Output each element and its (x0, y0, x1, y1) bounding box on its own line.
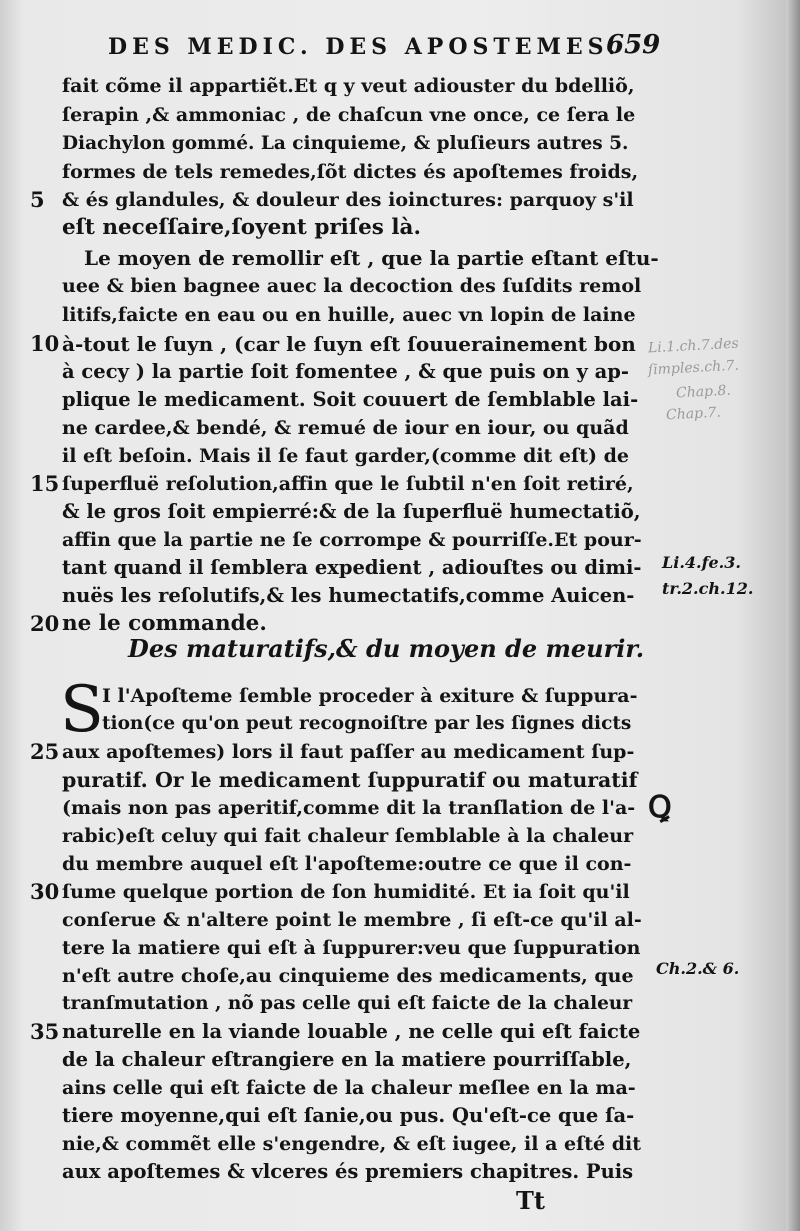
body-line: ne le commande. (62, 611, 267, 636)
drop-cap: S (60, 673, 104, 747)
body-line: formes de tels remedes,ſõt dictes és apoſtemes froids, (62, 161, 639, 183)
line-number: 30 (30, 879, 60, 904)
body-line: à cecy ) la partie ſoit fomentee , & que puis on y ap- (62, 360, 629, 383)
bleed-through-note: Li.1.ch.7.des (647, 335, 740, 357)
body-line: plique le medicament. Soit couuert de ſemblable lai- (62, 388, 639, 411)
signature-mark: Tt (516, 1186, 545, 1215)
body-line: il eſt beſoin. Mais il ſe faut garder,(comme dit eſt) de (62, 445, 629, 467)
body-line: aux apoſtemes) lors il faut paſſer au medicament ſup- (62, 741, 635, 763)
body-line: tion(ce qu'on peut recognoiſtre par les ſignes dicts (102, 713, 632, 734)
marginal-symbol: Ꝗ (648, 790, 672, 825)
line-number: 35 (30, 1019, 60, 1044)
body-line: & le gros ſoit empierré:& de la ſuperfluë humectatiõ, (62, 500, 641, 523)
body-line: Diachylon gommé. La cinquieme, & pluſieurs autres 5. (62, 133, 629, 154)
line-number: 5 (30, 187, 45, 212)
body-line: conſerue & n'altere point le membre , ſi eſt-ce qu'il al- (62, 909, 642, 931)
bleed-through-note: Chap.7. (665, 404, 722, 424)
section-heading: Des maturatifs,& du moyen de meurir. (128, 634, 645, 663)
body-line: tranſmutation , nõ pas celle qui eſt faicte de la chaleur (62, 993, 633, 1014)
body-line: ſuperfluë reſolution,affin que le ſubtil n'en ſoit retiré, (62, 473, 634, 495)
line-number: 20 (30, 611, 60, 636)
body-line: tere la matiere qui eſt à ſuppurer:veu que ſuppuration (62, 937, 641, 959)
body-line: ſume quelque portion de ſon humidité. Et ia ſoit qu'il (62, 881, 630, 903)
page-edge-shadow (786, 0, 800, 1231)
body-line: du membre auquel eſt l'apoſteme:outre ce que il con- (62, 853, 632, 875)
body-line: uee & bien bagnee auec la decoction des ſuſdits remol (62, 275, 642, 297)
body-line: naturelle en la viande louable , ne celle qui eſt faicte (62, 1020, 641, 1043)
page-number: 659 (606, 30, 661, 60)
line-number: 25 (30, 739, 60, 764)
body-line: nuës les reſolutifs,& les humectatifs,comme Auicen- (62, 584, 635, 607)
marginal-note: Li.4.fe.3. (662, 553, 741, 572)
marginal-note: tr.2.ch.12. (662, 579, 754, 598)
body-line: I l'Apoſteme ſemble proceder à exiture & ſuppura- (102, 685, 638, 707)
body-line: fait cõme il appartiẽt.Et q y veut adiouster du bdelliõ, (62, 75, 635, 97)
body-line: nie,& commẽt elle s'engendre, & eſt iugee, il a eſté dit (62, 1133, 642, 1155)
body-line: eſt neceſſaire,ſoyent priſes là. (62, 215, 421, 240)
body-line: ſerapin ,& ammoniac , de chaſcun vne once, ce ſera le (62, 104, 636, 126)
body-line: ains celle qui eſt faicte de la chaleur meſlee en la ma- (62, 1077, 636, 1099)
body-line: puratif. Or le medicament ſuppuratif ou maturatif (62, 768, 638, 792)
body-line: aux apoſtemes & vlceres és premiers chapitres. Puis (62, 1160, 634, 1183)
body-line: Le moyen de remollir eſt , que la partie eſtant eſtu- (84, 246, 659, 270)
running-header: DES MEDIC. DES APOSTEMES. (108, 34, 621, 60)
body-line: ne cardee,& bendé, & remué de iour en iour, ou quãd (62, 417, 629, 439)
body-line: tant quand il ſemblera expedient , adiouſtes ou dimi- (62, 556, 642, 579)
body-line: affin que la partie ne ſe corrompe & pourriſſe.Et pour- (62, 529, 642, 551)
line-number: 10 (30, 331, 60, 356)
body-line: n'eſt autre choſe,au cinquieme des medicaments, que (62, 965, 634, 987)
marginal-note: Ch.2.& 6. (656, 959, 740, 978)
body-line: à-tout le ſuyn , (car le ſuyn eſt ſouuerainement bon (62, 332, 636, 356)
bleed-through-note: Chap.8. (675, 382, 732, 402)
body-line: litifs,faicte en eau ou en huille, auec vn lopin de laine (62, 304, 636, 326)
line-number: 15 (30, 471, 60, 496)
body-line: & és glandules, & douleur des ioinctures: parquoy s'il (62, 189, 634, 211)
body-line: rabic)eſt celuy qui fait chaleur ſemblable à la chaleur (62, 825, 634, 847)
body-line: (mais non pas aperitif,comme dit la tranſlation de l'a- (62, 797, 636, 819)
body-line: tiere moyenne,qui eſt ſanie,ou pus. Qu'eſt-ce que ſa- (62, 1104, 635, 1127)
body-line: de la chaleur eſtrangiere en la matiere pourriſſable, (62, 1048, 632, 1071)
bleed-through-note: ſimples.ch.7. (647, 357, 740, 379)
